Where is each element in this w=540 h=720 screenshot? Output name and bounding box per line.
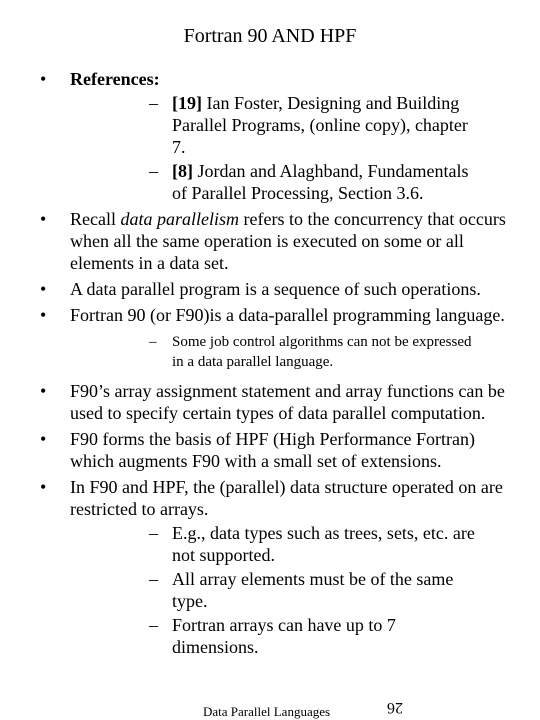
f90-note-text: Some job control algorithms can not be expressed in a data parallel language. <box>172 334 472 370</box>
bullet-restrictions <box>0 476 540 658</box>
array-assignment-text: F90’s array assignment statement and array functions can be used to specify certain types of data parallel computation. <box>70 381 505 423</box>
f90-text: Fortran 90 (or F90)is a data-parallel programming language. <box>70 305 505 325</box>
restriction-item <box>70 614 510 658</box>
bullet-hpf-basis <box>0 428 540 472</box>
bullet-mark: • <box>40 209 47 229</box>
reference-item-1 <box>70 92 510 158</box>
restriction-item-text: All array elements must be of the same type. <box>172 569 454 611</box>
restriction-item <box>70 568 510 612</box>
reference-text: Jordan and Alaghband, Fundamentals of Parallel Processing, Section 3.6. <box>172 161 469 203</box>
reference-id: [19] <box>172 93 202 113</box>
recall-emphasis: data parallelism <box>120 209 239 229</box>
reference-id: [8] <box>172 161 193 181</box>
restriction-item-text: Fortran arrays can have up to 7 dimensions. <box>172 615 396 657</box>
bullet-mark: • <box>40 477 47 497</box>
footer-label: Data Parallel Languages <box>203 704 331 719</box>
sub-bullet-mark: – <box>149 161 158 181</box>
sub-bullet-mark: – <box>149 615 158 635</box>
restriction-item-text: E.g., data types such as trees, sets, etc. are not supported. <box>172 523 475 565</box>
sub-bullet-mark: – <box>149 334 157 350</box>
program-text: A data parallel program is a sequence of such operations. <box>70 279 481 299</box>
slide-content <box>0 68 540 662</box>
sub-bullet-mark: – <box>149 93 158 113</box>
bullet-mark: • <box>40 429 47 449</box>
references-heading: References: <box>70 69 160 89</box>
bullet-array-assignment <box>0 380 540 424</box>
bullet-program <box>0 278 540 300</box>
page-number: 26 <box>387 699 403 716</box>
bullet-mark: • <box>40 279 47 299</box>
sub-bullet-mark: – <box>149 523 158 543</box>
bullet-mark: • <box>40 305 47 325</box>
restriction-item <box>70 522 510 566</box>
bullet-mark: • <box>40 69 47 89</box>
f90-note <box>70 332 510 372</box>
reference-item-2 <box>70 160 510 204</box>
reference-text: Ian Foster, Designing and Building Parallel Programs, (online copy), chapter 7. <box>172 93 468 157</box>
bullet-recall <box>0 208 540 274</box>
bullet-mark: • <box>40 381 47 401</box>
slide-title: Fortran 90 AND HPF <box>183 25 357 47</box>
restrictions-text: In F90 and HPF, the (parallel) data structure operated on are restricted to arrays. <box>70 477 503 519</box>
recall-post: refers to the concurrency that occurs when all the same operation is executed on some or all elements in a data set. <box>70 209 506 273</box>
sub-bullet-mark: – <box>149 569 158 589</box>
bullet-f90 <box>0 304 540 372</box>
recall-pre: Recall <box>70 209 121 229</box>
hpf-basis-text: F90 forms the basis of HPF (High Performance Fortran) which augments F90 with a small set of extensions. <box>70 429 475 471</box>
bullet-references <box>0 68 540 204</box>
